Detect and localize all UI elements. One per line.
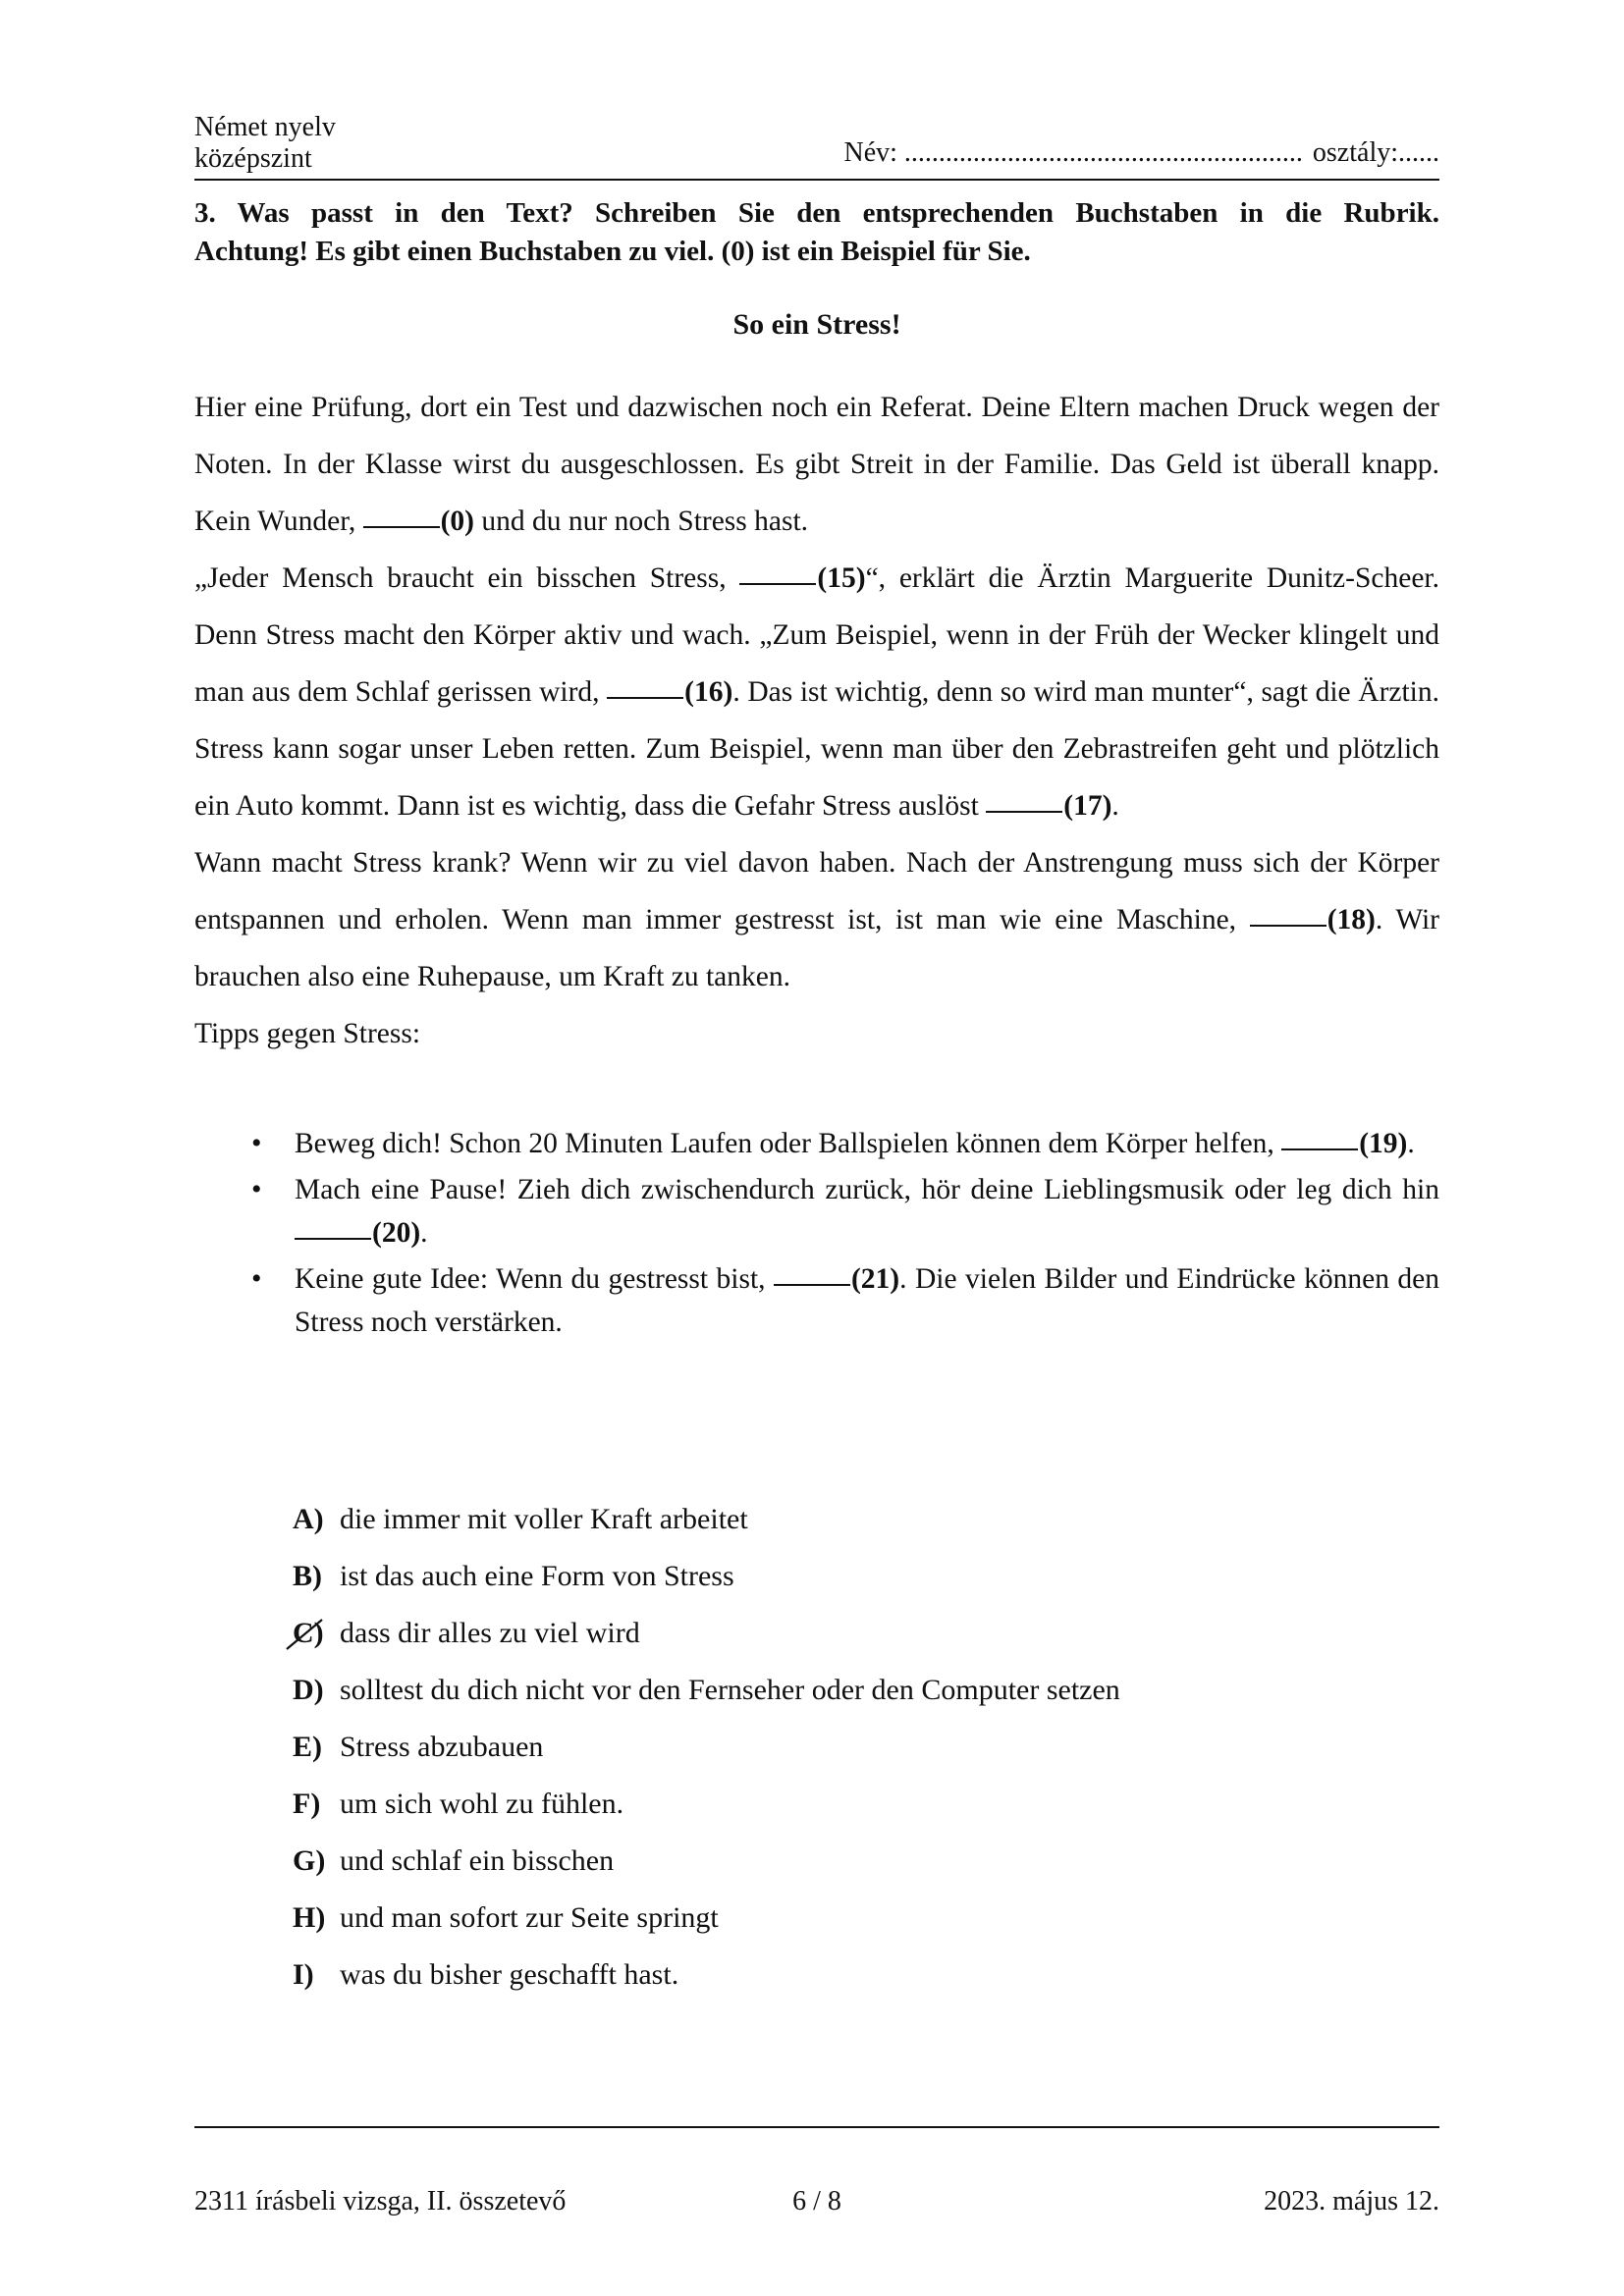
text-segment: Beweg dich! Schon 20 Minuten Laufen oder Ballspielen können dem Körper helfen,: [295, 1128, 1282, 1159]
exam-date: 2023. május 12.: [1264, 2186, 1439, 2216]
option-h: [293, 1898, 719, 1938]
option-text: um sich wohl zu fühlen.: [340, 1788, 624, 1820]
answer-gap: [607, 697, 683, 699]
gap-number: (15): [817, 562, 866, 594]
name-field-label: Név: ..........................................................: [843, 137, 1303, 168]
answer-gap: [1250, 925, 1326, 927]
answer-gap: [295, 1238, 371, 1240]
option-letter: I): [293, 1958, 314, 1991]
subject-line-1: Német nyelv: [194, 112, 336, 142]
gap-number: (20): [372, 1217, 421, 1249]
page-footer: [194, 2185, 1439, 2218]
paragraph-2: [194, 550, 1439, 834]
paragraph-3: [194, 834, 1439, 1005]
option-c: [293, 1614, 640, 1653]
option-f: [293, 1785, 623, 1824]
tips-heading: Tipps gegen Stress:: [194, 1018, 421, 1049]
option-letter-crossed: [293, 1614, 340, 1653]
text-segment: “, erklärt die Ärztin Marguerite Dunitz-Scheer. Denn Stress macht den Körper aktiv und wach. „Zum Beispiel, wenn in der Früh der Wecker klingelt und man aus dem Schlaf gerissen wird,: [194, 562, 1439, 708]
option-text: ist das auch eine Form von Stress: [340, 1560, 734, 1592]
answer-gap: [986, 811, 1062, 813]
option-text: solltest du dich nicht vor den Fernseher oder den Computer setzen: [340, 1674, 1120, 1706]
answer-gap: [363, 526, 440, 528]
option-i: [293, 1955, 678, 1995]
name-class-line: [843, 137, 1439, 169]
subject-line-2: középszint: [194, 143, 312, 174]
text-segment: und du nur noch Stress hast.: [474, 506, 809, 537]
option-text: und schlaf ein bisschen: [340, 1844, 615, 1877]
gap-number: (19): [1359, 1128, 1408, 1159]
option-letter: D): [293, 1674, 324, 1706]
option-letter: G): [293, 1844, 326, 1877]
gap-number: (0): [440, 506, 474, 537]
tips-list: [194, 1122, 1439, 1347]
tip-item: [194, 1257, 1439, 1344]
option-a: [293, 1500, 748, 1539]
text-segment: .: [1407, 1128, 1415, 1159]
text-segment: . Wir brauchen also eine Ruhepause, um Kraft zu tanken.: [194, 904, 1440, 992]
footer-divider: [194, 2126, 1439, 2128]
tip-item: [194, 1168, 1439, 1255]
task-instruction: [194, 194, 1439, 271]
text-title: So ein Stress!: [732, 308, 901, 341]
option-letter: B): [293, 1560, 322, 1592]
paragraph-1: [194, 379, 1439, 550]
gap-number: (21): [850, 1263, 900, 1295]
text-segment: . Die vielen Bilder und Eindrücke können den Stress noch verstärken.: [295, 1263, 1439, 1338]
option-letter: F): [293, 1788, 321, 1820]
exam-code: 2311 írásbeli vizsga, II. összetevő: [194, 2186, 567, 2216]
answer-gap: [739, 583, 816, 585]
option-text: was du bisher geschafft hast.: [340, 1958, 679, 1991]
option-text: dass dir alles zu viel wird: [340, 1617, 640, 1649]
reading-text: [194, 379, 1439, 1062]
option-letter: H): [293, 1901, 326, 1934]
text-segment: .: [420, 1217, 428, 1249]
option-d: [293, 1671, 1120, 1710]
tip-item: [194, 1122, 1439, 1165]
text-segment: Wann macht Stress krank? Wenn wir zu viel davon haben. Nach der Anstrengung muss sich der Körper entspannen und erholen. Wenn man immer gestresst ist, ist man wie eine Maschine,: [194, 847, 1439, 935]
option-e: [293, 1728, 543, 1767]
option-text: Stress abzubauen: [340, 1731, 544, 1763]
subject-label: [194, 112, 336, 175]
class-field-label: osztály:......: [1312, 137, 1439, 168]
gap-number: (17): [1063, 790, 1112, 822]
gap-number: (16): [684, 676, 733, 708]
instruction-line-2: Achtung! Es gibt einen Buchstaben zu viel. (0) ist ein Beispiel für Sie.: [194, 236, 1031, 267]
page-number: 6 / 8: [792, 2186, 841, 2216]
page-header: [194, 112, 1439, 181]
option-letter: C): [293, 1617, 324, 1649]
option-text: und man sofort zur Seite springt: [340, 1901, 719, 1934]
instruction-line-1: 3. Was passt in den Text? Schreiben Sie den entsprechenden Buchstaben in die Rubrik.: [194, 197, 1439, 229]
option-g: [293, 1842, 614, 1881]
strikethrough-mark-icon: [285, 1618, 324, 1651]
option-letter: E): [293, 1731, 322, 1763]
text-segment: Keine gute Idee: Wenn du gestresst bist,: [295, 1263, 774, 1295]
answer-gap: [1281, 1148, 1358, 1150]
option-text: die immer mit voller Kraft arbeitet: [340, 1503, 748, 1535]
option-b: [293, 1557, 734, 1596]
text-segment: „Jeder Mensch braucht ein bisschen Stress,: [194, 562, 740, 594]
option-letter: A): [293, 1503, 324, 1535]
gap-number: (18): [1326, 904, 1376, 935]
answer-gap: [774, 1284, 850, 1286]
text-segment: Mach eine Pause! Zieh dich zwischendurch zurück, hör deine Lieblingsmusik oder leg dich hin: [295, 1174, 1439, 1205]
text-segment: Hier eine Prüfung, dort ein Test und dazwischen noch ein Referat. Deine Eltern machen Druck wegen der Noten. In der Klasse wirst du ausgeschlossen. Es gibt Streit in der Familie. Das Geld ist überall knapp. Kein Wunder,: [194, 392, 1439, 537]
text-segment: . Das ist wichtig, denn so wird man munter“, sagt die Ärztin. Stress kann sogar unser Leben retten. Zum Beispiel, wenn man über den Zebrastreifen geht und plötzlich ein Auto kommt. Dann ist es wichtig, dass die Gefahr Stress auslöst: [194, 676, 1440, 822]
text-segment: .: [1111, 790, 1119, 822]
